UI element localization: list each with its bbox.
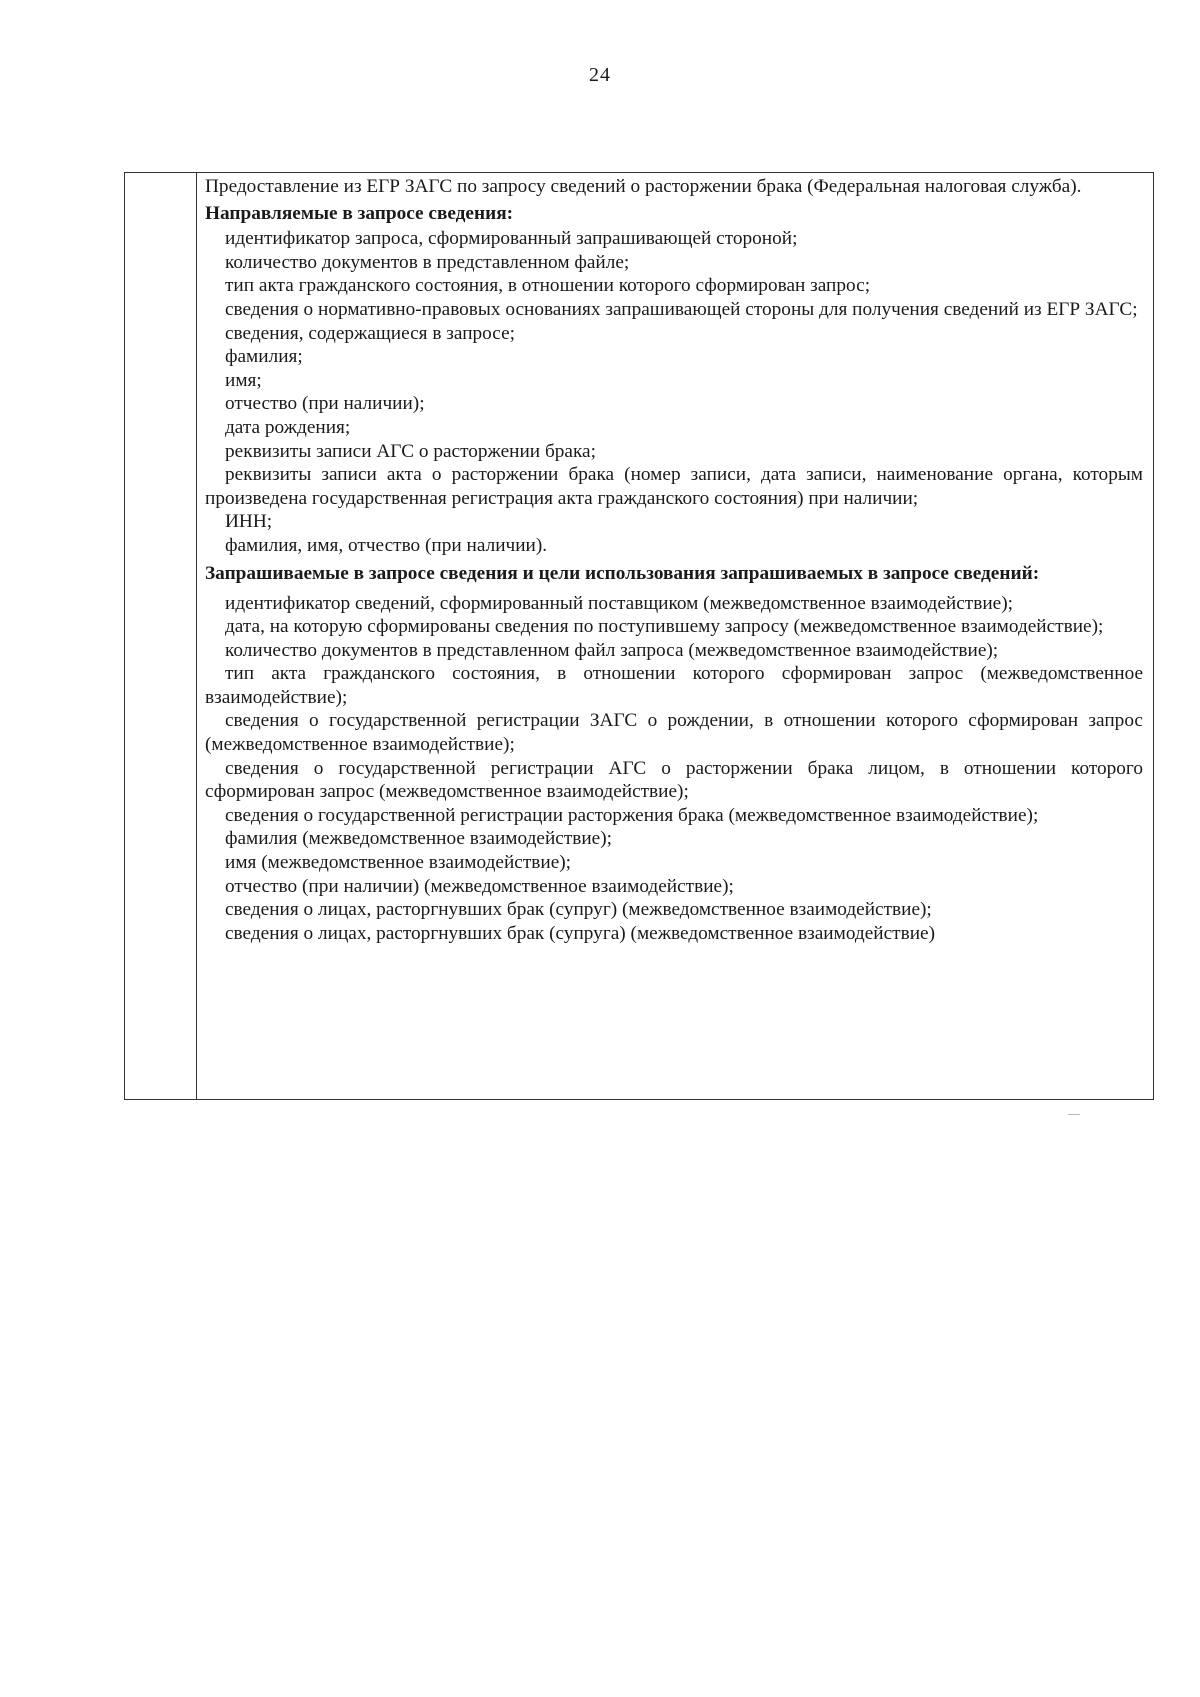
list-item: идентификатор запроса, сформированный запрашивающей стороной; — [225, 228, 798, 250]
list-item: сведения о нормативно-правовых основаниях запрашивающей стороны для получения сведений из ЕГР ЗАГС; — [225, 298, 1138, 320]
list-item: фамилия; — [225, 346, 303, 368]
list-item: реквизиты записи акта о расторжении брака (номер записи, дата записи, наименование органа, которым произведена государственная регистрация акта гражданского состояния) при наличии; — [205, 464, 1143, 509]
list-item: отчество (при наличии); — [225, 393, 425, 415]
list-item: тип акта гражданского состояния, в отношении которого сформирован запрос; — [225, 275, 871, 297]
sent-info-heading: Направляемые в запросе сведения: — [205, 202, 514, 224]
list-item: сведения о государственной регистрации ЗАГС о рождении, в отношении которого сформирован запрос (межведомственное взаимодействие); — [205, 710, 1143, 756]
list-item: сведения о лицах, расторгнувших брак (супруга) (межведомственное взаимодействие) — [225, 922, 935, 944]
list-item: сведения о лицах, расторгнувших брак (супруг) (межведомственное взаимодействие); — [225, 899, 932, 921]
list-item: дата, на которую сформированы сведения по поступившему запросу (межведомственное взаимодействие); — [225, 616, 1104, 638]
list-item: фамилия (межведомственное взаимодействие); — [225, 828, 613, 850]
list-item: количество документов в представленном файле; — [225, 251, 630, 273]
list-item: фамилия, имя, отчество (при наличии). — [225, 534, 548, 556]
list-item: сведения о государственной регистрации расторжения брака (межведомственное взаимодействие); — [225, 804, 1039, 826]
list-item: отчество (при наличии) (межведомственное взаимодействие); — [225, 875, 734, 897]
list-item: имя; — [225, 369, 262, 391]
list-item: ИНН; — [225, 511, 273, 533]
requested-info-list — [205, 592, 1143, 946]
table-left-column — [125, 173, 197, 1099]
intro-paragraph: Предоставление из ЕГР ЗАГС по запросу сведений о расторжении брака (Федеральная налоговая служба). — [205, 176, 1082, 197]
page-number: 24 — [589, 64, 611, 86]
list-item: тип акта гражданского состояния, в отношении которого сформирован запрос (межведомственное взаимодействие); — [205, 663, 1143, 708]
scan-mark — [1068, 1114, 1080, 1115]
requested-info-heading: Запрашиваемые в запросе сведения и цели использования запрашиваемых в запросе сведений: — [205, 562, 1040, 584]
list-item: дата рождения; — [225, 416, 351, 438]
list-item: реквизиты записи АГС о расторжении брака; — [225, 440, 596, 462]
list-item: имя (межведомственное взаимодействие); — [225, 852, 572, 874]
document-table — [124, 172, 1154, 1100]
list-item: идентификатор сведений, сформированный поставщиком (межведомственное взаимодействие); — [225, 592, 1013, 614]
sent-info-list — [205, 227, 1143, 557]
list-item: сведения о государственной регистрации АГС о расторжении брака лицом, в отношении которого сформирован запрос (межведомственное взаимодействие); — [205, 757, 1143, 803]
list-item: количество документов в представленном файл запроса (межведомственное взаимодействие); — [225, 639, 999, 661]
table-content-cell — [197, 173, 1153, 1099]
list-item: сведения, содержащиеся в запросе; — [225, 322, 515, 344]
